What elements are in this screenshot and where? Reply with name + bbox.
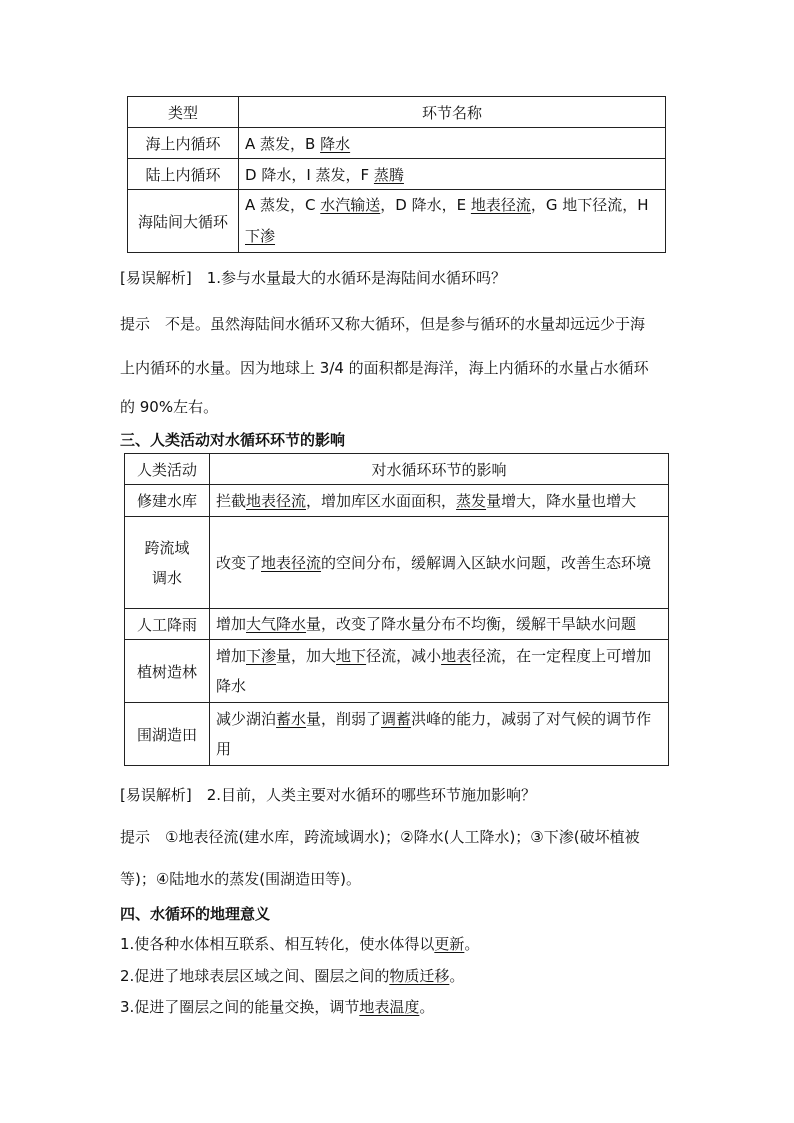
answer-line: 上内循环的水量。因为地球上 3/4 的面积都是海洋，海上内循环的水量占水循环 (120, 359, 649, 377)
header-type: 类型 (128, 97, 239, 128)
text-run: ，D 降水，E (380, 196, 471, 214)
text-run: 。 (464, 935, 480, 953)
text-run: 洪峰的能力，减弱了对气候的调节作用 (216, 710, 652, 758)
underlined-term: 地表径流 (246, 491, 307, 510)
underlined-term: 蒸腾 (373, 165, 404, 184)
text-run: 径流，减小 (366, 647, 442, 665)
text-run: 2.促进了地球表层区域之间、圈层之间的 (120, 967, 390, 985)
row-names (239, 159, 666, 190)
list-item (120, 933, 479, 954)
text-run: 增加 (216, 615, 247, 633)
list-item (120, 965, 464, 986)
table-header-row (125, 454, 669, 485)
row-impact (210, 703, 669, 766)
text-run: 。 (449, 967, 465, 985)
table-header-row (128, 97, 666, 128)
text-run: 。 (419, 998, 435, 1016)
answer-line: 提示 ①地表径流(建水库，跨流域调水)；②降水(人工降水)；③下渗(破坏植被 (120, 828, 640, 846)
underlined-term: 降水 (320, 134, 351, 153)
row-type: 海上内循环 (128, 128, 239, 159)
table-row (125, 703, 669, 766)
section-heading: 三、人类活动对水循环环节的影响 (120, 431, 346, 449)
text-run: 量，改变了降水量分布不均衡，缓解干旱缺水问题 (306, 615, 637, 633)
text-run: D 降水，I 蒸发，F (245, 165, 374, 184)
answer-line: 的 90%左右。 (120, 398, 219, 416)
header-names: 环节名称 (239, 97, 666, 128)
text-run: A 蒸发，B (245, 134, 321, 153)
row-type: 海陆间大循环 (128, 190, 239, 253)
header-activity: 人类活动 (125, 454, 210, 485)
underlined-term: 下渗 (245, 227, 276, 245)
list-item (120, 996, 434, 1017)
header-impact: 对水循环环节的影响 (210, 454, 669, 485)
row-impact (210, 640, 669, 703)
underlined-term: 地表径流 (470, 196, 531, 214)
underlined-term: 地表径流 (261, 553, 322, 572)
section-heading: 四、水循环的地理意义 (120, 905, 271, 923)
answer-line: 等)；④陆地水的蒸发(围湖造田等)。 (120, 870, 362, 888)
text-run: 增加 (216, 647, 247, 665)
text-run: 3.促进了圈层之间的能量交换，调节 (120, 998, 360, 1016)
text-run: 量，加大 (276, 647, 337, 665)
text-run: 1.使各种水体相互联系、相互转化，使水体得以 (120, 935, 435, 953)
underlined-term: 地下 (336, 647, 367, 665)
underlined-term: 蒸发 (456, 491, 487, 510)
text-run: ，G 地下径流，H (530, 196, 649, 214)
text-run: 减少湖泊 (216, 710, 277, 728)
row-activity: 跨流域 调水 (125, 517, 210, 609)
underlined-term: 下渗 (246, 647, 277, 665)
analysis-question-2: [易误解析] 2.目前，人类主要对水循环的哪些环节施加影响？ (120, 786, 537, 804)
row-names (239, 128, 666, 159)
text-run: 量，削弱了 (306, 710, 382, 728)
text-run: 径流，在一定程度上可增加降水 (216, 647, 652, 695)
row-impact (210, 609, 669, 640)
table-row (125, 517, 669, 609)
table-row (125, 485, 669, 517)
underlined-term: 地表温度 (359, 998, 420, 1016)
text-run: A 蒸发，C (245, 196, 321, 214)
row-activity: 修建水库 (125, 485, 210, 517)
text-run: 改变了 (216, 553, 262, 572)
table-row (125, 609, 669, 640)
text-run: 拦截 (216, 491, 247, 510)
underlined-term: 调蓄 (381, 710, 412, 728)
row-impact (210, 485, 669, 517)
row-type: 陆上内循环 (128, 159, 239, 190)
row-activity: 围湖造田 (125, 703, 210, 766)
analysis-question-1: [易误解析] 1.参与水量最大的水循环是海陆间水循环吗？ (120, 269, 507, 287)
human-impact-table (124, 453, 669, 766)
table-row (128, 159, 666, 190)
row-activity: 植树造林 (125, 640, 210, 703)
underlined-term: 水汽输送 (320, 196, 381, 214)
row-names (239, 190, 666, 253)
row-activity: 人工降雨 (125, 609, 210, 640)
water-cycle-types-table (127, 96, 666, 253)
text-run: 的空间分布，缓解调入区缺水问题，改善生态环境 (321, 553, 652, 572)
answer-line: 提示 不是。虽然海陆间水循环又称大循环，但是参与循环的水量却远远少于海 (120, 315, 646, 333)
underlined-term: 更新 (434, 935, 465, 953)
table-row (128, 190, 666, 253)
table-row (125, 640, 669, 703)
underlined-term: 物质迁移 (389, 967, 450, 985)
underlined-term: 地表 (441, 647, 472, 665)
text-run: ，增加库区水面面积， (306, 491, 457, 510)
text-run: 量增大，降水量也增大 (486, 491, 637, 510)
table-row (128, 128, 666, 159)
row-impact (210, 517, 669, 609)
underlined-term: 蓄水 (276, 710, 307, 728)
underlined-term: 大气降水 (246, 615, 307, 633)
